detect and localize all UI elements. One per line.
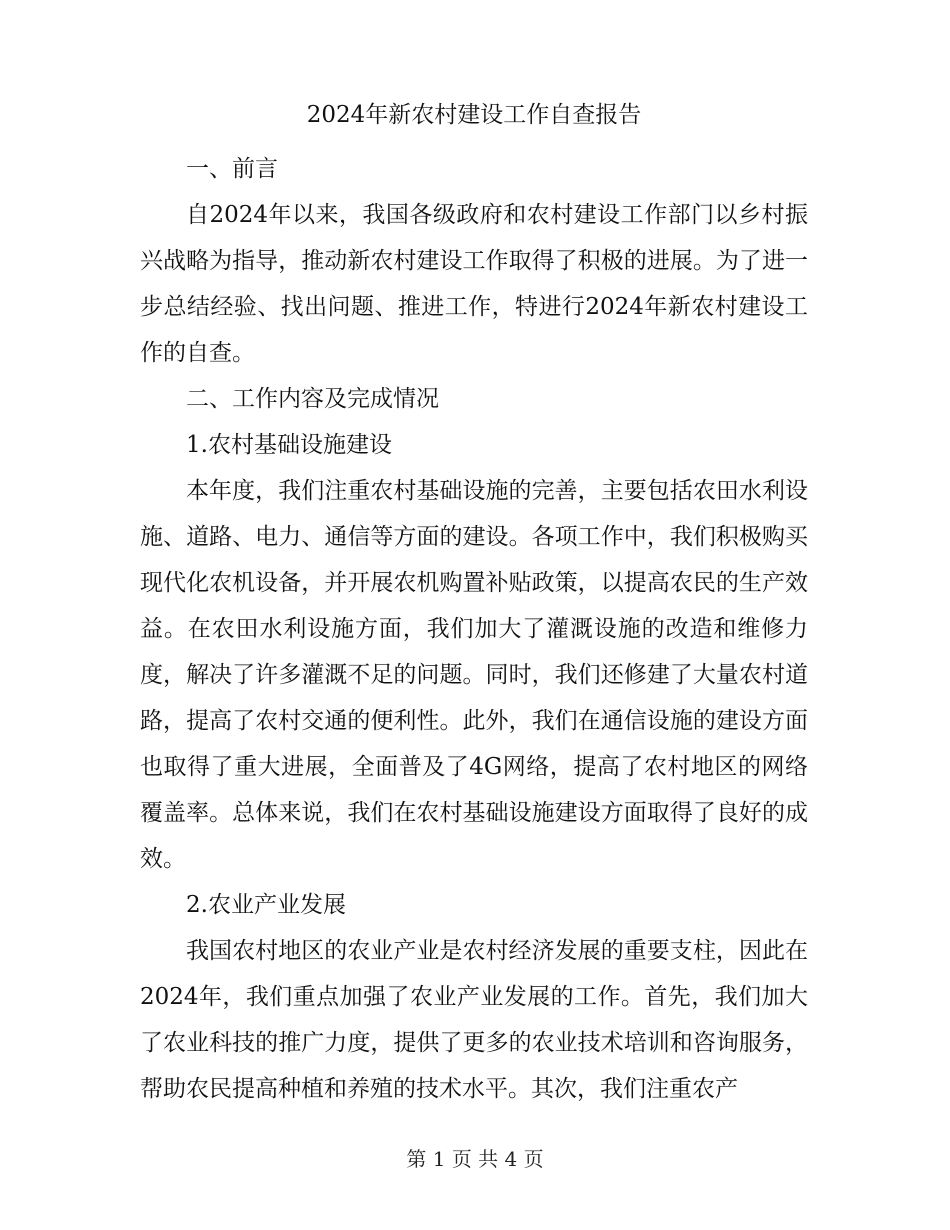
subheading-infrastructure: 1.农村基础设施建设 (186, 432, 392, 458)
paragraph-preface: 自2024年以来，我国各级政府和农村建设工作部门以乡村振兴战略为指导，推动新农村建设工作取得了积极的进展。为了进一步总结经验、找出问题、推进工作，特进行2024年新农村建设工作的自查。 (140, 202, 808, 366)
document-title: 2024年新农村建设工作自查报告 (306, 102, 642, 128)
section-heading-work-content: 二、工作内容及完成情况 (186, 386, 439, 412)
paragraph-infrastructure: 本年度，我们注重农村基础设施的完善，主要包括农田水利设施、道路、电力、通信等方面的建设。各项工作中，我们积极购买现代化农机设备，并开展农机购置补贴政策，以提高农民的生产效益。在农田水利设施方面，我们加大了灌溉设施的改造和维修力度，解决了许多灌溉不足的问题。同时，我们还修建了大量农村道路，提高了农村交通的便利性。此外，我们在通信设施的建设方面也取得了重大进展，全面普及了4G网络，提高了农村地区的网络覆盖率。总体来说，我们在农村基础设施建设方面取得了良好的成效。 (140, 478, 808, 872)
subheading-agriculture-industry: 2.农业产业发展 (186, 892, 346, 918)
page-number-footer: 第 1 页 共 4 页 (406, 1147, 544, 1171)
document-body (140, 100, 808, 1112)
paragraph-agriculture-industry: 我国农村地区的农业产业是农村经济发展的重要支柱，因此在2024年，我们重点加强了农业产业发展的工作。首先，我们加大了农业科技的推广力度，提供了更多的农业技术培训和咨询服务，帮助农民提高种植和养殖的技术水平。其次，我们注重农产 (140, 938, 808, 1102)
section-heading-preface: 一、前言 (186, 156, 278, 182)
